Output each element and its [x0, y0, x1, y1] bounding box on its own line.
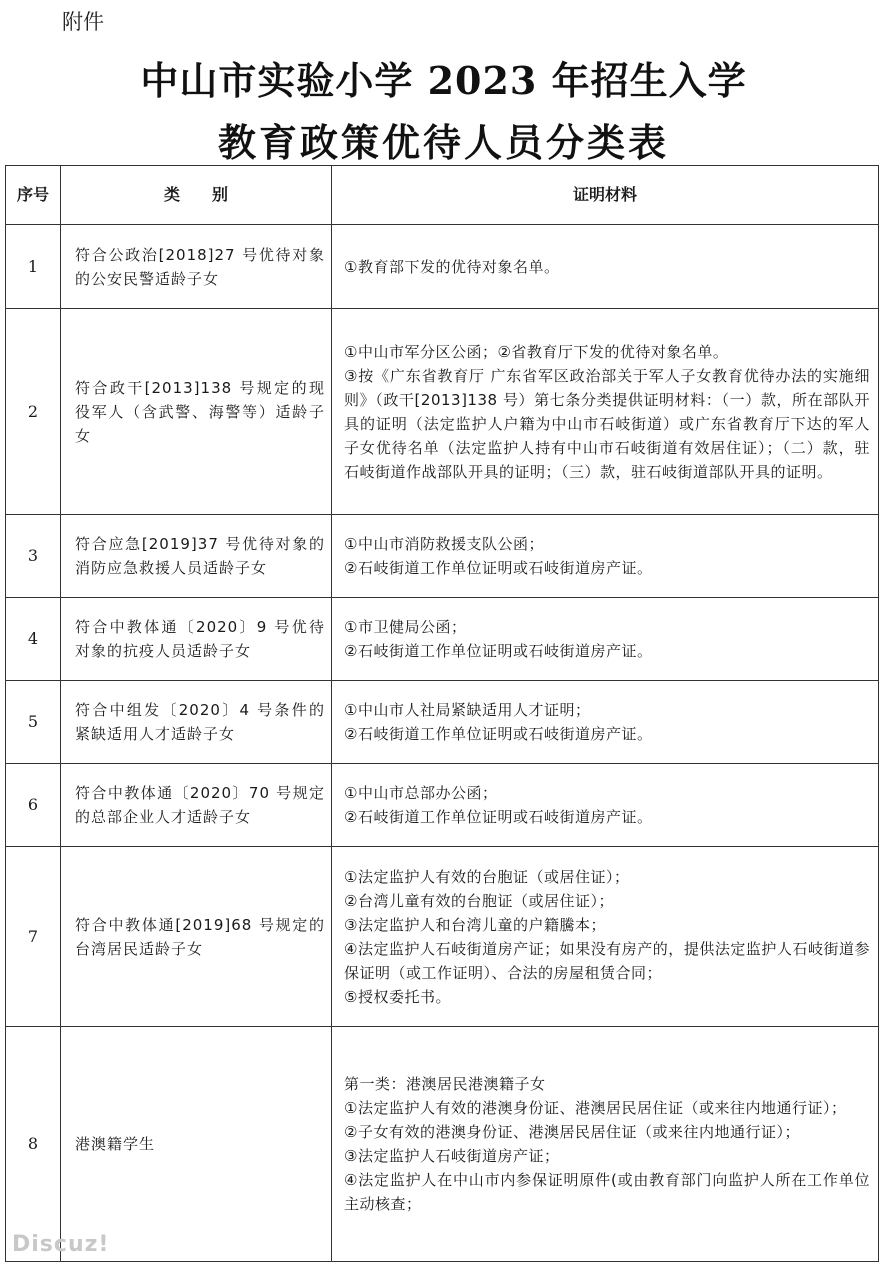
row-category: 符合中教体通〔2020〕9 号优待对象的抗疫人员适龄子女 [61, 598, 332, 681]
proof-line: ①教育部下发的优待对象名单。 [344, 257, 560, 276]
proof-line: ②石岐街道工作单位证明或石岐街道房产证。 [344, 642, 653, 660]
table-row [6, 847, 879, 1027]
row-category: 符合应急[2019]37 号优待对象的消防应急救援人员适龄子女 [61, 515, 332, 598]
row-proof [332, 847, 879, 1027]
table-row [6, 309, 879, 515]
proof-line: ②子女有效的港澳身份证、港澳居民居住证（或来往内地通行证）； [344, 1123, 800, 1141]
proof-line: ①中山市总部办公函； [344, 784, 498, 802]
row-proof [332, 598, 879, 681]
row-seq: 5 [6, 681, 61, 764]
table-header-row [6, 166, 879, 225]
column-header-category: 类 别 [61, 166, 332, 225]
row-proof [332, 225, 879, 309]
attachment-label: 附件 [62, 10, 104, 34]
proof-line: ②石岐街道工作单位证明或石岐街道房产证。 [344, 559, 653, 577]
row-category: 符合政干[2013]138 号规定的现役军人（含武警、海警等）适龄子女 [61, 309, 332, 515]
row-category: 港澳籍学生 [61, 1027, 332, 1262]
row-proof [332, 515, 879, 598]
page-title-line2: 教育政策优待人员分类表 [217, 120, 669, 165]
table-row [6, 598, 879, 681]
row-proof [332, 764, 879, 847]
row-proof [332, 1027, 879, 1262]
forum-watermark: Discuz! [12, 1232, 110, 1257]
row-seq: 6 [6, 764, 61, 847]
row-category: 符合公政治[2018]27 号优待对象的公安民警适龄子女 [61, 225, 332, 309]
proof-line: ①中山市消防救援支队公函； [344, 535, 544, 553]
column-header-proof: 证明材料 [332, 166, 879, 225]
proof-line: ②台湾儿童有效的台胞证（或居住证）； [344, 891, 614, 910]
row-proof [332, 309, 879, 515]
row-seq: 7 [6, 847, 61, 1027]
row-seq: 3 [6, 515, 61, 598]
table-row [6, 1027, 879, 1262]
proof-line: ④法定监护人石岐街道房产证；如果没有房产的，提供法定监护人石岐街道参保证明（或工作证明）、合法的房屋租赁合同； [344, 939, 870, 982]
proof-line: ③法定监护人石岐街道房产证； [344, 1147, 560, 1165]
row-seq: 8 [6, 1027, 61, 1262]
row-proof [332, 681, 879, 764]
proof-line: ①中山市人社局紧缺适用人才证明； [344, 701, 591, 719]
proof-line: ①市卫健局公函； [344, 618, 467, 636]
row-seq: 2 [6, 309, 61, 515]
table-row [6, 515, 879, 598]
proof-line: ⑤授权委托书。 [344, 987, 451, 1006]
proof-line: ②石岐街道工作单位证明或石岐街道房产证。 [344, 808, 653, 826]
proof-line: ①中山市军分区公函；②省教育厅下发的优待对象名单。 [344, 342, 729, 361]
page-title-line1: 中山市实验小学 2023 年招生入学 [140, 58, 747, 103]
table-row [6, 764, 879, 847]
row-seq: 4 [6, 598, 61, 681]
proof-line: ①法定监护人有效的港澳身份证、港澳居民居住证（或来往内地通行证）； [344, 1099, 847, 1117]
row-category: 符合中教体通〔2020〕70 号规定的总部企业人才适龄子女 [61, 764, 332, 847]
proof-line: ③法定监护人和台湾儿童的户籍騰本； [344, 915, 606, 934]
proof-line: ③按《广东省教育厅 广东省军区政治部关于军人子女教育优待办法的实施细则》（政干[2013]138 号）第七条分类提供证明材料：（一）款，所在部队开具的证明（法定监护人户籍为中山市石岐街道）或广东省教育厅下达的军人子女优待名单（法定监护人持有中山市石岐街道有效居住证）；（二）款，驻石岐街道作战部队开具的证明；（三）款，驻石岐街道部队开具的证明。 [344, 366, 870, 481]
row-category: 符合中教体通[2019]68 号规定的台湾居民适龄子女 [61, 847, 332, 1027]
proof-line: ④法定监护人在中山市内参保证明原件(或由教育部门向监护人所在工作单位主动核查； [344, 1171, 870, 1213]
row-category: 符合中组发〔2020〕4 号条件的紧缺适用人才适龄子女 [61, 681, 332, 764]
policy-table [5, 165, 879, 1262]
proof-line: ②石岐街道工作单位证明或石岐街道房产证。 [344, 725, 653, 743]
table-row [6, 681, 879, 764]
row-seq: 1 [6, 225, 61, 309]
table-row [6, 225, 879, 309]
column-header-seq: 序号 [6, 166, 61, 225]
proof-line: 第一类：港澳居民港澳籍子女 [344, 1075, 546, 1093]
proof-line: ①法定监护人有效的台胞证（或居住证）； [344, 867, 630, 886]
